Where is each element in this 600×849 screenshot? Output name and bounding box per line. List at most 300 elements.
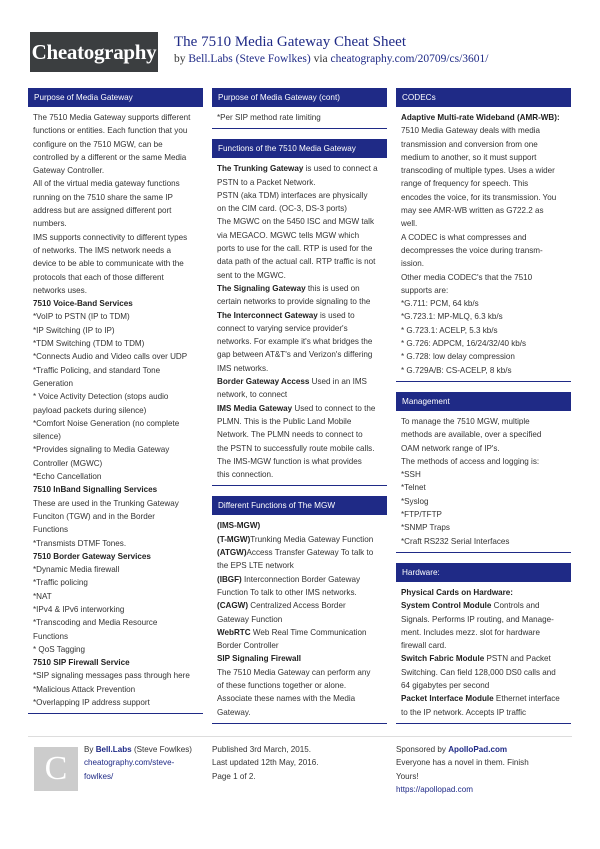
text-line — [217, 573, 382, 586]
text-line — [217, 269, 382, 282]
text-line — [217, 455, 382, 468]
section-body — [28, 107, 203, 713]
text: data path of the actual call. RTP traffic is not — [217, 257, 376, 267]
text: ports to use for the call. RTP is used for the — [217, 244, 373, 254]
text-line — [217, 613, 382, 626]
text-line — [401, 706, 566, 719]
text: encodes the voice, for its transmission. You — [401, 192, 557, 202]
text-line — [401, 468, 566, 481]
term-heading: (CAGW) — [217, 601, 249, 611]
text-line — [33, 364, 198, 377]
text-line — [33, 550, 198, 563]
section-codecs — [396, 88, 571, 382]
text-line — [401, 666, 566, 679]
text-line — [401, 284, 566, 297]
term-heading: System Control Module — [401, 601, 492, 611]
text-line — [217, 626, 382, 639]
text: 64 gigabytes per second — [401, 680, 490, 690]
text-line — [33, 138, 198, 151]
text-line — [401, 324, 566, 337]
text-line — [217, 322, 382, 335]
text-line — [33, 643, 198, 656]
text: *Telnet — [401, 483, 426, 493]
text: The 7510 Media Gateway supports different — [33, 113, 191, 122]
text: ission. — [401, 259, 424, 269]
text-line — [217, 468, 382, 481]
text-line — [401, 111, 566, 124]
text: via MEGACO. MGWC tells MGW which — [217, 230, 360, 240]
text: networks. For example it's what bridges the — [217, 337, 373, 347]
term-heading: (T-MGW) — [217, 534, 251, 544]
section-different-functions — [212, 496, 387, 723]
section-hardware — [396, 563, 571, 724]
term-heading: (ATGW) — [217, 548, 247, 558]
text-line — [401, 508, 566, 521]
text: is used to connect a — [303, 164, 378, 174]
text-line — [401, 481, 566, 494]
text: Interconnection Border Gateway — [241, 574, 361, 584]
text-line — [33, 337, 198, 350]
text: protocols that each of those different — [33, 272, 164, 282]
text: The methods of access and logging is: — [401, 456, 540, 466]
text-line — [217, 309, 382, 322]
text-line — [401, 586, 566, 599]
text-line — [33, 191, 198, 204]
text: the EPS LTE network — [217, 561, 294, 571]
footer-profile-link[interactable]: cheatography.com/steve- — [84, 758, 175, 768]
text-line — [33, 470, 198, 483]
text: Associate these names with the Media — [217, 694, 356, 704]
section-body — [212, 107, 387, 128]
text-line — [401, 639, 566, 652]
sheet-url-link[interactable]: cheatography.com/20709/cs/3601/ — [330, 53, 489, 65]
text-line — [33, 297, 198, 310]
subheading: 7510 InBand Signalling Services — [33, 485, 158, 495]
text: Function To talk to other IMS networks. — [217, 587, 357, 597]
text: * G.729A/B: CS-ACELP, 8 kb/s — [401, 365, 512, 375]
term-heading: The Interconnect Gateway — [217, 310, 318, 320]
sponsor-link[interactable]: ApolloPad.com — [448, 745, 508, 754]
text-line — [401, 442, 566, 455]
text: *Craft RS232 Serial Interfaces — [401, 536, 510, 546]
text-line — [33, 457, 198, 470]
sponsor-text-cont: Yours! — [396, 771, 419, 781]
text: *Traffic policing — [33, 578, 88, 588]
section-body — [396, 582, 571, 723]
text: silence) — [33, 432, 61, 442]
text-line — [33, 616, 198, 629]
text: *Traffic Policing, and standard Tone — [33, 365, 161, 375]
text: The 7510 Media Gateway can perform any — [217, 667, 371, 677]
text-line — [217, 282, 382, 295]
footer-dates — [212, 743, 388, 783]
subheading: 7510 SIP Firewall Service — [33, 658, 130, 668]
text-line — [217, 415, 382, 428]
text-line — [401, 521, 566, 534]
column-1 — [28, 88, 203, 724]
text: *NAT — [33, 591, 52, 601]
text-line — [33, 590, 198, 603]
section-management — [396, 392, 571, 553]
text: transcoding of multiple types. Uses a wider — [401, 166, 555, 176]
text: PSTN (aka TDM) interfaces are physically — [217, 190, 368, 200]
byline — [174, 53, 489, 65]
footer-author-link[interactable]: Bell.Labs — [95, 745, 132, 754]
text-line — [217, 215, 382, 228]
text: controlled by a different or the same Media — [33, 152, 187, 162]
text-line — [217, 176, 382, 189]
text-line — [33, 204, 198, 217]
term-heading: SIP Signaling Firewall — [217, 654, 301, 664]
term-heading: Border Gateway Access — [217, 377, 310, 387]
byline-via: via — [313, 53, 328, 65]
text: *Transcoding and Media Resource — [33, 618, 158, 628]
text-line — [401, 626, 566, 639]
text-line — [33, 284, 198, 297]
text-line — [401, 364, 566, 377]
text-line — [401, 204, 566, 217]
text-line — [217, 242, 382, 255]
text-line — [217, 202, 382, 215]
footer-author-name: (Steve Fowlkes) — [133, 745, 192, 754]
text-line — [401, 350, 566, 363]
text: *Echo Cancellation — [33, 472, 102, 482]
text: *G.723.1: MP-MLQ, 6.3 kb/s — [401, 312, 503, 322]
text: *IP Switching (IP to IP) — [33, 325, 115, 335]
section-body — [396, 411, 571, 552]
text-line — [217, 666, 382, 679]
text: sent to the MGWC. — [217, 270, 286, 280]
text: network, to connect — [217, 390, 288, 400]
text-line — [401, 652, 566, 665]
text-line — [33, 669, 198, 682]
text: *Connects Audio and Video calls over UDP — [33, 352, 188, 362]
term-heading: Packet Interface Module — [401, 694, 494, 704]
text: * G.723.1: ACELP, 5.3 kb/s — [401, 325, 498, 335]
text: Switching. Can field 128,000 DS0 calls and — [401, 667, 556, 677]
text-line — [33, 603, 198, 616]
text: * QoS Tagging — [33, 644, 86, 654]
text-line — [217, 639, 382, 652]
text: Ethernet interface — [493, 694, 560, 704]
text-line — [33, 497, 198, 510]
page-number: Page 1 of 2. — [212, 771, 256, 781]
text-line — [33, 430, 198, 443]
published-date: Published 3rd March, 2015. — [212, 745, 311, 754]
text-line — [33, 390, 198, 403]
text-line — [401, 613, 566, 626]
text: *Transmists DTMF Tones. — [33, 538, 127, 548]
cheatography-logo[interactable]: Cheatography — [30, 32, 158, 72]
text: Gateway. — [217, 707, 251, 717]
text-line — [33, 310, 198, 323]
text-line — [401, 231, 566, 244]
subheading: 7510 Border Gateway Services — [33, 551, 151, 561]
text: *G.711: PCM, 64 kb/s — [401, 299, 479, 309]
text-line — [217, 255, 382, 268]
text: *IPv4 & IPv6 interworking — [33, 604, 125, 614]
column-3 — [396, 88, 571, 734]
text: Gateway Function — [217, 614, 283, 624]
text-line — [217, 189, 382, 202]
term-heading: WebRTC — [217, 627, 251, 637]
text-line — [401, 124, 566, 137]
text: certain networks to provide signaling to the — [217, 297, 371, 307]
text-line — [217, 559, 382, 572]
text: numbers. — [33, 219, 67, 229]
section-title: Management — [396, 392, 571, 411]
text: medium to another, so it must support — [401, 152, 537, 162]
text: configure on the 7510 MGW, can be — [33, 139, 163, 149]
text-line — [401, 164, 566, 177]
text: *Dynamic Media firewall — [33, 565, 120, 575]
text-line — [33, 164, 198, 177]
text: The IMS-MGW function is what provides — [217, 456, 362, 466]
text-line — [401, 337, 566, 350]
text: *Provides signaling to Media Gateway — [33, 445, 170, 455]
text: IMS supports connectivity to different types — [33, 232, 188, 242]
text-line — [33, 563, 198, 576]
text: to the IP network. Accepts IP traffic — [401, 707, 527, 717]
text-line — [217, 442, 382, 455]
section-title: Purpose of Media Gateway — [28, 88, 203, 107]
section-purpose — [28, 88, 203, 714]
text: of networks. The IMS network needs a — [33, 245, 171, 255]
section-purpose-cont — [212, 88, 387, 129]
footer-profile-link-cont[interactable]: fowlkes/ — [84, 771, 114, 781]
text-line — [217, 335, 382, 348]
text-line — [401, 191, 566, 204]
text: *SIP signaling messages pass through here — [33, 671, 190, 681]
text-line — [217, 692, 382, 705]
term-heading: IMS Media Gateway — [217, 403, 293, 413]
text-line — [217, 546, 382, 559]
text-line — [33, 257, 198, 270]
text-line — [217, 652, 382, 665]
text-line — [217, 229, 382, 242]
text: Generation — [33, 378, 74, 388]
text-line — [217, 706, 382, 719]
text-line — [33, 271, 198, 284]
text-line — [401, 679, 566, 692]
subheading: 7510 Voice-Band Services — [33, 299, 133, 309]
text-line — [33, 483, 198, 496]
text: firewall card. — [401, 641, 447, 651]
text-line — [401, 257, 566, 270]
text: payload packets during silence) — [33, 405, 147, 415]
text-line — [217, 679, 382, 692]
text-line — [33, 231, 198, 244]
text: These are used in the Trunking Gateway — [33, 498, 179, 508]
text: is used to — [317, 310, 355, 320]
text-line — [33, 696, 198, 709]
text: networks uses. — [33, 285, 87, 295]
term-heading: Switch Fabric Module — [401, 654, 485, 664]
page-footer — [28, 736, 572, 797]
text: PSTN and Packet — [484, 654, 551, 664]
updated-date: Last updated 12th May, 2016. — [212, 758, 319, 768]
section-functions — [212, 139, 387, 486]
text: *FTP/TFTP — [401, 510, 442, 520]
text-line — [401, 310, 566, 323]
text-line — [401, 271, 566, 284]
section-title: Different Functions of The MGW — [212, 496, 387, 515]
text-line — [217, 295, 382, 308]
text-line — [33, 244, 198, 257]
text: 7510 Media Gateway deals with media — [401, 126, 541, 136]
text-line — [217, 402, 382, 415]
text-line — [401, 535, 566, 548]
text: * G.728: low delay compression — [401, 352, 515, 362]
footer-sponsor — [396, 743, 572, 796]
text: Functions — [33, 525, 69, 535]
text-line — [33, 510, 198, 523]
text: Controller (MGWC) — [33, 458, 103, 468]
text: this connection. — [217, 470, 274, 480]
text-line — [33, 683, 198, 696]
text-line — [401, 415, 566, 428]
text-line — [217, 162, 382, 175]
text: Controls and — [491, 601, 540, 611]
text: Border Controller — [217, 641, 279, 651]
text-line — [33, 377, 198, 390]
text-line — [217, 599, 382, 612]
text: may see AMR-WB written as G722.2 as — [401, 206, 544, 216]
text: methods are available, over a specified — [401, 430, 542, 440]
text-line — [33, 124, 198, 137]
text: To manage the 7510 MGW, multiple — [401, 416, 530, 426]
sponsor-url[interactable]: https://apollopad.com — [396, 784, 473, 794]
text-line — [33, 177, 198, 190]
text-line — [217, 388, 382, 401]
text-line — [217, 111, 382, 124]
text-line — [217, 586, 382, 599]
text: on the CIM card. (OC-3, DS-3 ports) — [217, 204, 347, 214]
term-heading: Adaptive Multi-rate Wideband (AMR-WB): — [401, 113, 560, 122]
term-heading: The Signaling Gateway — [217, 283, 306, 293]
text-line — [217, 428, 382, 441]
text: supports are: — [401, 285, 449, 295]
text-line — [401, 692, 566, 705]
text: Gateway Controller. — [33, 166, 105, 176]
text: * Voice Activity Detection (stops audio — [33, 392, 169, 402]
footer-by: By — [84, 745, 94, 754]
text: Used in an IMS — [309, 377, 367, 387]
sponsor-text: Everyone has a novel in them. Finish — [396, 758, 529, 768]
text: Trunking Media Gateway Function — [250, 534, 374, 544]
text: functions or entities. Each function that you — [33, 126, 188, 136]
term-heading: (IMS-MGW) — [217, 521, 261, 531]
section-title: Functions of the 7510 Media Gateway — [212, 139, 387, 158]
text-line — [33, 537, 198, 550]
text-line — [33, 417, 198, 430]
text: ment. Includes mezz. slot for hardware — [401, 627, 541, 637]
text-line — [401, 428, 566, 441]
text-line — [33, 151, 198, 164]
text-line — [401, 151, 566, 164]
term-heading: Physical Cards on Hardware: — [401, 587, 514, 597]
text-line — [33, 630, 198, 643]
term-heading: (IBGF) — [217, 574, 242, 584]
text: OAM network range of IP's. — [401, 443, 500, 453]
text: *Per SIP method rate limiting — [217, 113, 321, 122]
text: well. — [401, 219, 418, 229]
text: decompresses the voice during transm- — [401, 245, 543, 255]
text: range of frequency for speech. This — [401, 179, 529, 189]
text-line — [217, 375, 382, 388]
author-link[interactable]: Bell.Labs (Steve Fowlkes) — [188, 53, 311, 65]
text: Functions — [33, 631, 69, 641]
text-line — [401, 599, 566, 612]
text: *SNMP Traps — [401, 523, 450, 533]
text: *VoIP to PSTN (IP to TDM) — [33, 312, 130, 322]
text-line — [401, 297, 566, 310]
text: IMS networks. — [217, 363, 269, 373]
text: Web Real Time Communication — [250, 627, 367, 637]
text: of these functions together or alone. — [217, 680, 347, 690]
text-line — [401, 217, 566, 230]
text-line — [33, 350, 198, 363]
text-line — [33, 443, 198, 456]
sponsor-prefix: Sponsored by — [396, 745, 446, 754]
text: connect to varying service provider's — [217, 323, 348, 333]
section-title: Purpose of Media Gateway (cont) — [212, 88, 387, 107]
section-body — [396, 107, 571, 381]
text: Funciton (TGW) and in the Border — [33, 511, 155, 521]
text-line — [217, 533, 382, 546]
text: *Comfort Noise Generation (no complete — [33, 418, 180, 428]
text-line — [33, 324, 198, 337]
text-line — [33, 217, 198, 230]
text: device to be able to communicate with the — [33, 259, 184, 269]
text: Centralized Access Border — [248, 601, 346, 611]
text: address but are assigned different port — [33, 206, 172, 216]
footer-author-info — [84, 743, 204, 783]
text: gap between AT&T's and Verizon's differing — [217, 350, 373, 360]
text: running on the 7510 share the same IP — [33, 192, 173, 202]
text-line — [217, 348, 382, 361]
text-line — [401, 177, 566, 190]
text: *Malicious Attack Prevention — [33, 684, 136, 694]
byline-by: by — [174, 53, 186, 65]
text: PSTN to a Packet Network. — [217, 177, 316, 187]
text: A CODEC is what compresses and — [401, 232, 527, 242]
column-2 — [212, 88, 387, 734]
text-line — [401, 244, 566, 257]
text-line — [33, 656, 198, 669]
text: transmission and conversion from one — [401, 139, 538, 149]
text-line — [33, 576, 198, 589]
text: Signals. Performs IP routing, and Manage- — [401, 614, 554, 624]
text-line — [401, 455, 566, 468]
text: *TDM Switching (TDM to TDM) — [33, 339, 145, 349]
text-line — [401, 495, 566, 508]
text-line — [217, 362, 382, 375]
text: All of the virtual media gateway functions — [33, 179, 180, 189]
page-title: The 7510 Media Gateway Cheat Sheet — [174, 34, 407, 50]
text-line — [33, 523, 198, 536]
page-header — [0, 0, 600, 80]
section-title: CODECs — [396, 88, 571, 107]
text: Network. The PLMN needs to connect to — [217, 430, 363, 440]
text-line — [33, 111, 198, 124]
text: Other media CODEC's that the 7510 — [401, 272, 533, 282]
text: PLMN. This is the Public Land Mobile — [217, 416, 352, 426]
author-avatar: C — [34, 747, 78, 791]
text: Used to connect to the — [292, 403, 376, 413]
term-heading: The Trunking Gateway — [217, 164, 304, 174]
section-body — [212, 515, 387, 722]
